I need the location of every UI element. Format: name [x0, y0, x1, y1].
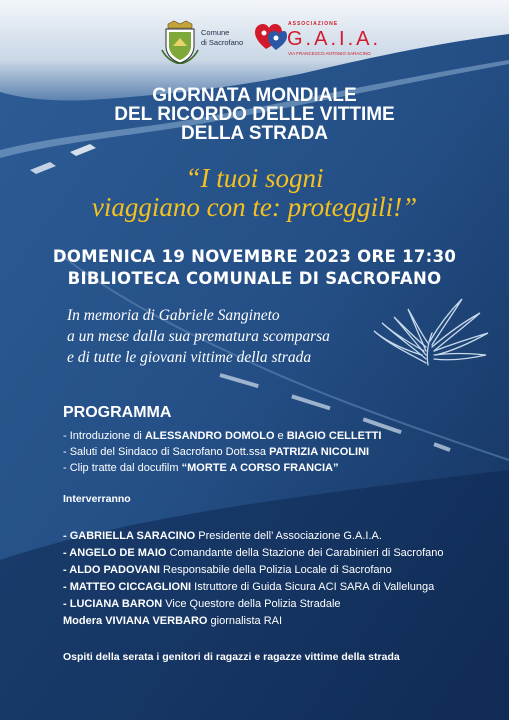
quote-line1: “I tuoi sogni	[185, 163, 324, 193]
gaia-name: G.A.I.A.	[287, 28, 382, 50]
speaker-name: - ANGELO DE MAIO	[63, 547, 167, 559]
programma-heading: PROGRAMMA	[63, 404, 172, 421]
item-text: - Saluti del Sindaco di Sacrofano Dott.ssa	[63, 446, 270, 458]
memoria-line1: In memoria di Gabriele Sangineto	[67, 307, 280, 324]
item-name: ALESSANDRO DOMOLO	[144, 430, 275, 442]
speaker-row	[63, 545, 444, 562]
speakers-list	[63, 528, 444, 630]
speaker-name: - LUCIANA BARON	[63, 598, 163, 610]
speaker-role: Istruttore di Guida Sicura ACI SARA di Vallelunga	[191, 581, 435, 593]
speaker-row	[63, 528, 444, 545]
speaker-role: Presidente dell’ Associazione G.A.I.A.	[195, 530, 382, 542]
slogan-quote	[0, 164, 509, 222]
title-line1: GIORNATA MONDIALE	[152, 85, 357, 106]
moderator-row	[63, 613, 444, 630]
item-text: - Introduzione di	[63, 430, 145, 442]
header-logos	[0, 14, 509, 66]
speaker-row	[63, 562, 444, 579]
item-name: BIAGIO CELLETTI	[286, 430, 382, 442]
event-info	[0, 246, 509, 290]
moderator-role: giornalista RAI	[207, 615, 283, 627]
comune-label	[201, 28, 243, 48]
angel-wings-icon	[368, 293, 492, 377]
speaker-row	[63, 596, 444, 613]
event-venue: BIBLIOTECA COMUNALE DI SACROFANO	[67, 269, 442, 288]
gaia-subtitle: VIA FRANCESCO ANTONIO SARACINO	[288, 51, 371, 56]
memorial-text	[67, 305, 407, 368]
comune-crest-icon	[160, 20, 200, 64]
memoria-line2: a un mese dalla sua prematura scomparsa	[67, 328, 330, 345]
speaker-role: Vice Questore della Polizia Stradale	[162, 598, 341, 610]
memoria-line3: e di tutte le giovani vittime della strada	[67, 349, 312, 366]
comune-line1: Comune	[201, 28, 230, 37]
modera-label: Modera	[63, 615, 106, 627]
speaker-name: - ALDO PADOVANI	[63, 564, 160, 576]
speaker-name: - GABRIELLA SARACINO	[63, 530, 196, 542]
speaker-role: Comandante della Stazione dei Carabinieri di Sacrofano	[166, 547, 444, 559]
item-text: - Clip tratte dal docufilm	[63, 462, 182, 474]
speaker-role: Responsabile della Polizia Locale di Sacrofano	[159, 564, 392, 576]
poster-title	[0, 86, 509, 143]
comune-line2: di Sacrofano	[201, 38, 244, 47]
speaker-name: - MATTEO CICCAGLIONI	[63, 581, 192, 593]
gaia-hearts-logo-icon	[255, 22, 287, 52]
programma-item	[63, 444, 381, 460]
interverranno-heading: Interverranno	[63, 493, 131, 505]
title-line3: DELLA STRADA	[180, 123, 329, 144]
programma-item	[63, 428, 381, 444]
title-line2: DEL RICORDO DELLE VITTIME	[114, 104, 395, 125]
programma-item	[63, 460, 381, 476]
item-text: e	[274, 430, 287, 442]
ospiti-note: Ospiti della serata i genitori di ragazzi e ragazze vittime della strada	[63, 651, 400, 663]
event-date-time: DOMENICA 19 NOVEMBRE 2023 ORE 17:30	[52, 247, 457, 266]
speaker-row	[63, 579, 444, 596]
programma-list	[63, 428, 381, 476]
gaia-association-label: ASSOCIAZIONE	[288, 21, 339, 27]
moderator-name: VIVIANA VERBARO	[105, 615, 208, 627]
item-name: “MORTE A CORSO FRANCIA”	[181, 462, 339, 474]
quote-line2: viaggiano con te: proteggili!”	[91, 192, 418, 222]
item-name: PATRIZIA NICOLINI	[269, 446, 370, 458]
